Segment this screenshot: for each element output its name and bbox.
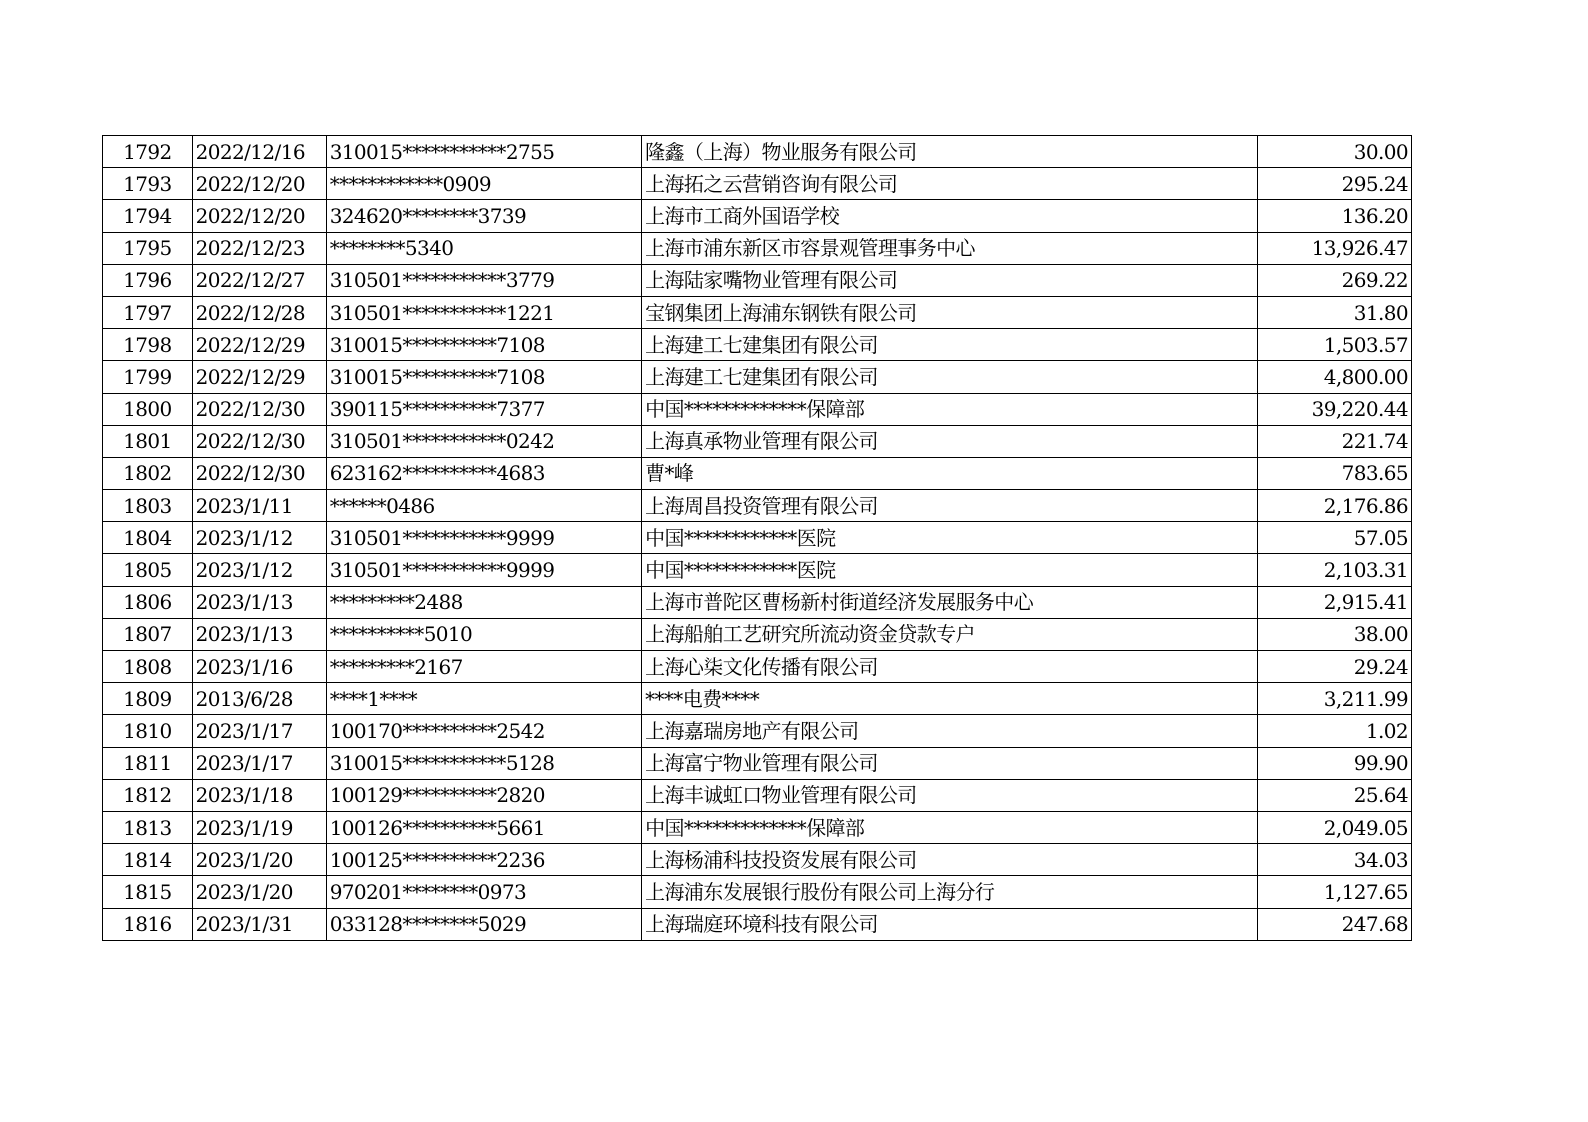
table-row xyxy=(103,168,1412,200)
row-number-cell: 1808 xyxy=(103,651,193,683)
payee-name-cell: 上海市普陀区曹杨新村街道经济发展服务中心 xyxy=(642,586,1258,618)
date-cell: 2023/1/12 xyxy=(192,522,326,554)
account-number-cell: 310501***********9999 xyxy=(326,522,641,554)
date-cell: 2022/12/27 xyxy=(192,264,326,296)
amount-cell: 57.05 xyxy=(1257,522,1411,554)
payee-name-cell: 上海真承物业管理有限公司 xyxy=(642,425,1258,457)
amount-cell: 221.74 xyxy=(1257,425,1411,457)
payee-name-cell: 中国************医院 xyxy=(642,554,1258,586)
amount-cell: 2,176.86 xyxy=(1257,490,1411,522)
amount-cell: 269.22 xyxy=(1257,264,1411,296)
row-number-cell: 1810 xyxy=(103,715,193,747)
amount-cell: 3,211.99 xyxy=(1257,683,1411,715)
row-number-cell: 1812 xyxy=(103,779,193,811)
date-cell: 2022/12/16 xyxy=(192,136,326,168)
amount-cell: 295.24 xyxy=(1257,168,1411,200)
amount-cell: 4,800.00 xyxy=(1257,361,1411,393)
date-cell: 2023/1/13 xyxy=(192,586,326,618)
row-number-cell: 1813 xyxy=(103,811,193,843)
table-row xyxy=(103,522,1412,554)
row-number-cell: 1798 xyxy=(103,329,193,361)
account-number-cell: ************0909 xyxy=(326,168,641,200)
amount-cell: 1,127.65 xyxy=(1257,876,1411,908)
payee-name-cell: 上海嘉瑞房地产有限公司 xyxy=(642,715,1258,747)
table-row xyxy=(103,683,1412,715)
table-row xyxy=(103,554,1412,586)
payee-name-cell: 上海杨浦科技投资发展有限公司 xyxy=(642,844,1258,876)
account-number-cell: 100129**********2820 xyxy=(326,779,641,811)
date-cell: 2023/1/20 xyxy=(192,876,326,908)
row-number-cell: 1814 xyxy=(103,844,193,876)
table-row xyxy=(103,361,1412,393)
amount-cell: 31.80 xyxy=(1257,296,1411,328)
date-cell: 2013/6/28 xyxy=(192,683,326,715)
payee-name-cell: 上海市浦东新区市容景观管理事务中心 xyxy=(642,232,1258,264)
account-number-cell: *********2488 xyxy=(326,586,641,618)
amount-cell: 34.03 xyxy=(1257,844,1411,876)
amount-cell: 136.20 xyxy=(1257,200,1411,232)
row-number-cell: 1797 xyxy=(103,296,193,328)
date-cell: 2022/12/20 xyxy=(192,168,326,200)
table-row xyxy=(103,844,1412,876)
payee-name-cell: 上海船舶工艺研究所流动资金贷款专户 xyxy=(642,618,1258,650)
payee-name-cell: 上海陆家嘴物业管理有限公司 xyxy=(642,264,1258,296)
date-cell: 2023/1/17 xyxy=(192,747,326,779)
payee-name-cell: 上海市工商外国语学校 xyxy=(642,200,1258,232)
payee-name-cell: 上海周昌投资管理有限公司 xyxy=(642,490,1258,522)
table-row xyxy=(103,779,1412,811)
table-row xyxy=(103,715,1412,747)
amount-cell: 1.02 xyxy=(1257,715,1411,747)
date-cell: 2023/1/31 xyxy=(192,908,326,940)
table-row xyxy=(103,586,1412,618)
account-number-cell: 100126**********5661 xyxy=(326,811,641,843)
row-number-cell: 1792 xyxy=(103,136,193,168)
row-number-cell: 1802 xyxy=(103,457,193,489)
row-number-cell: 1799 xyxy=(103,361,193,393)
table-row xyxy=(103,651,1412,683)
table-row xyxy=(103,811,1412,843)
table-row xyxy=(103,393,1412,425)
account-number-cell: ********5340 xyxy=(326,232,641,264)
payee-name-cell: 隆鑫（上海）物业服务有限公司 xyxy=(642,136,1258,168)
date-cell: 2023/1/18 xyxy=(192,779,326,811)
account-number-cell: 310501***********1221 xyxy=(326,296,641,328)
row-number-cell: 1809 xyxy=(103,683,193,715)
date-cell: 2022/12/30 xyxy=(192,393,326,425)
account-number-cell: 100170**********2542 xyxy=(326,715,641,747)
amount-cell: 783.65 xyxy=(1257,457,1411,489)
table-row xyxy=(103,136,1412,168)
payee-name-cell: ****电费**** xyxy=(642,683,1258,715)
table-row xyxy=(103,747,1412,779)
row-number-cell: 1811 xyxy=(103,747,193,779)
table-row xyxy=(103,232,1412,264)
account-number-cell: ****1**** xyxy=(326,683,641,715)
date-cell: 2022/12/29 xyxy=(192,329,326,361)
date-cell: 2023/1/16 xyxy=(192,651,326,683)
document-sheet xyxy=(102,135,1412,941)
account-number-cell: 970201********0973 xyxy=(326,876,641,908)
row-number-cell: 1805 xyxy=(103,554,193,586)
table-row xyxy=(103,200,1412,232)
date-cell: 2022/12/29 xyxy=(192,361,326,393)
row-number-cell: 1801 xyxy=(103,425,193,457)
account-number-cell: 310015**********7108 xyxy=(326,329,641,361)
date-cell: 2023/1/17 xyxy=(192,715,326,747)
amount-cell: 2,915.41 xyxy=(1257,586,1411,618)
amount-cell: 13,926.47 xyxy=(1257,232,1411,264)
table-row xyxy=(103,296,1412,328)
account-number-cell: 100125**********2236 xyxy=(326,844,641,876)
account-number-cell: 310501***********3779 xyxy=(326,264,641,296)
account-number-cell: *********2167 xyxy=(326,651,641,683)
table-row xyxy=(103,908,1412,940)
table-row xyxy=(103,264,1412,296)
payee-name-cell: 上海建工七建集团有限公司 xyxy=(642,329,1258,361)
row-number-cell: 1816 xyxy=(103,908,193,940)
account-number-cell: 033128********5029 xyxy=(326,908,641,940)
table-row xyxy=(103,457,1412,489)
amount-cell: 99.90 xyxy=(1257,747,1411,779)
amount-cell: 30.00 xyxy=(1257,136,1411,168)
payee-name-cell: 上海建工七建集团有限公司 xyxy=(642,361,1258,393)
date-cell: 2022/12/20 xyxy=(192,200,326,232)
amount-cell: 2,049.05 xyxy=(1257,811,1411,843)
row-number-cell: 1794 xyxy=(103,200,193,232)
payee-name-cell: 上海丰诚虹口物业管理有限公司 xyxy=(642,779,1258,811)
payee-name-cell: 曹*峰 xyxy=(642,457,1258,489)
table-row xyxy=(103,876,1412,908)
account-number-cell: 310015***********5128 xyxy=(326,747,641,779)
payee-name-cell: 中国*************保障部 xyxy=(642,811,1258,843)
row-number-cell: 1806 xyxy=(103,586,193,618)
date-cell: 2023/1/13 xyxy=(192,618,326,650)
table-row xyxy=(103,329,1412,361)
account-number-cell: 390115**********7377 xyxy=(326,393,641,425)
account-number-cell: 310501***********9999 xyxy=(326,554,641,586)
account-number-cell: 324620********3739 xyxy=(326,200,641,232)
amount-cell: 29.24 xyxy=(1257,651,1411,683)
payee-name-cell: 上海心柒文化传播有限公司 xyxy=(642,651,1258,683)
ledger-table xyxy=(102,135,1412,941)
date-cell: 2022/12/28 xyxy=(192,296,326,328)
row-number-cell: 1796 xyxy=(103,264,193,296)
amount-cell: 39,220.44 xyxy=(1257,393,1411,425)
payee-name-cell: 上海浦东发展银行股份有限公司上海分行 xyxy=(642,876,1258,908)
row-number-cell: 1807 xyxy=(103,618,193,650)
payee-name-cell: 宝钢集团上海浦东钢铁有限公司 xyxy=(642,296,1258,328)
account-number-cell: 310501***********0242 xyxy=(326,425,641,457)
date-cell: 2023/1/20 xyxy=(192,844,326,876)
row-number-cell: 1795 xyxy=(103,232,193,264)
payee-name-cell: 上海拓之云营销咨询有限公司 xyxy=(642,168,1258,200)
table-row xyxy=(103,490,1412,522)
account-number-cell: ******0486 xyxy=(326,490,641,522)
table-row xyxy=(103,618,1412,650)
payee-name-cell: 中国*************保障部 xyxy=(642,393,1258,425)
ledger-table-body xyxy=(103,136,1412,941)
date-cell: 2023/1/11 xyxy=(192,490,326,522)
account-number-cell: 310015***********2755 xyxy=(326,136,641,168)
amount-cell: 1,503.57 xyxy=(1257,329,1411,361)
amount-cell: 38.00 xyxy=(1257,618,1411,650)
account-number-cell: 623162**********4683 xyxy=(326,457,641,489)
account-number-cell: 310015**********7108 xyxy=(326,361,641,393)
account-number-cell: **********5010 xyxy=(326,618,641,650)
date-cell: 2023/1/12 xyxy=(192,554,326,586)
row-number-cell: 1803 xyxy=(103,490,193,522)
row-number-cell: 1815 xyxy=(103,876,193,908)
payee-name-cell: 中国************医院 xyxy=(642,522,1258,554)
date-cell: 2022/12/30 xyxy=(192,425,326,457)
table-row xyxy=(103,425,1412,457)
row-number-cell: 1804 xyxy=(103,522,193,554)
amount-cell: 2,103.31 xyxy=(1257,554,1411,586)
amount-cell: 25.64 xyxy=(1257,779,1411,811)
amount-cell: 247.68 xyxy=(1257,908,1411,940)
payee-name-cell: 上海富宁物业管理有限公司 xyxy=(642,747,1258,779)
date-cell: 2023/1/19 xyxy=(192,811,326,843)
date-cell: 2022/12/30 xyxy=(192,457,326,489)
payee-name-cell: 上海瑞庭环境科技有限公司 xyxy=(642,908,1258,940)
row-number-cell: 1793 xyxy=(103,168,193,200)
row-number-cell: 1800 xyxy=(103,393,193,425)
date-cell: 2022/12/23 xyxy=(192,232,326,264)
